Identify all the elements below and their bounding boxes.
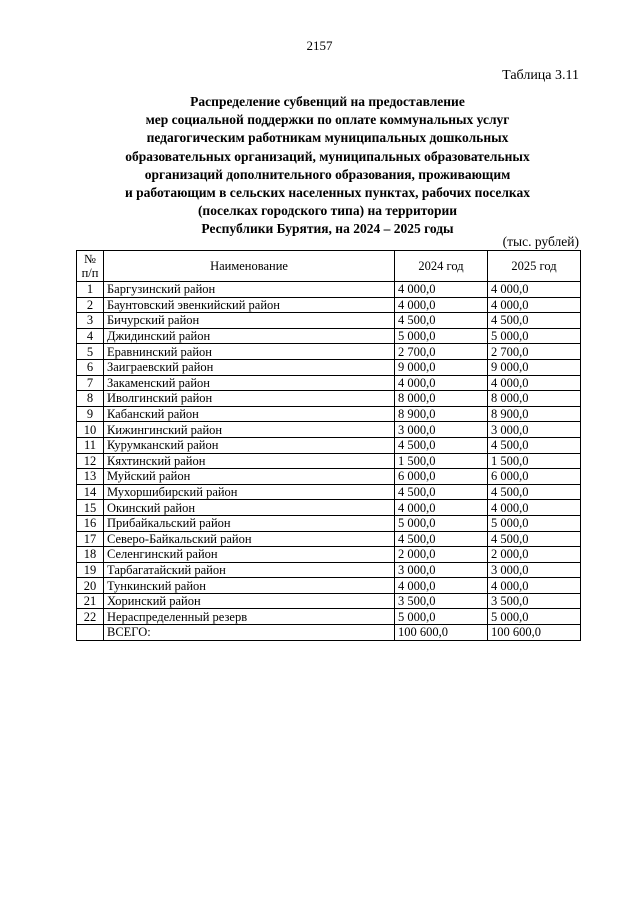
page-number: 2157	[306, 38, 333, 53]
table-label: Таблица 3.11	[502, 68, 579, 83]
title-line: Республики Бурятия, на 2024 – 2025 годы	[201, 221, 454, 237]
row-value-2025: 4 000,0	[488, 500, 581, 516]
row-number: 15	[77, 500, 104, 516]
row-value-2025: 3 000,0	[488, 562, 581, 578]
row-number: 13	[77, 469, 104, 485]
row-value-2024: 5 000,0	[395, 328, 488, 344]
row-number: 8	[77, 391, 104, 407]
document-title	[70, 93, 585, 239]
table-row	[77, 453, 581, 469]
row-value-2025: 2 000,0	[488, 547, 581, 563]
row-value-2025: 3 000,0	[488, 422, 581, 438]
row-value-2025: 4 500,0	[488, 313, 581, 329]
row-value-2025: 5 000,0	[488, 609, 581, 625]
row-name: Закаменский район	[104, 375, 395, 391]
row-value-2024: 5 000,0	[395, 515, 488, 531]
row-value-2024: 5 000,0	[395, 609, 488, 625]
row-value-2024: 9 000,0	[395, 359, 488, 375]
row-value-2024: 100 600,0	[395, 625, 488, 641]
table-row	[77, 437, 581, 453]
row-value-2024: 4 000,0	[395, 297, 488, 313]
row-value-2024: 3 500,0	[395, 593, 488, 609]
row-number: 4	[77, 328, 104, 344]
title-line: (поселках городского типа) на территории	[197, 203, 458, 219]
table-row	[77, 593, 581, 609]
row-number: 21	[77, 593, 104, 609]
table-row	[77, 375, 581, 391]
row-name: ВСЕГО:	[104, 625, 395, 641]
table-row	[77, 578, 581, 594]
table-row	[77, 515, 581, 531]
table-row	[77, 500, 581, 516]
row-name: Кижингинский район	[104, 422, 395, 438]
table-body	[77, 282, 581, 641]
row-value-2025: 5 000,0	[488, 515, 581, 531]
table-row	[77, 359, 581, 375]
row-name: Курумканский район	[104, 437, 395, 453]
row-number: 12	[77, 453, 104, 469]
table-row	[77, 484, 581, 500]
subsidy-table	[76, 250, 581, 641]
table-row	[77, 282, 581, 298]
row-value-2024: 2 700,0	[395, 344, 488, 360]
row-value-2025: 8 900,0	[488, 406, 581, 422]
table-row	[77, 531, 581, 547]
row-number: 7	[77, 375, 104, 391]
title-line: педагогическим работникам муниципальных дошкольных	[146, 130, 509, 146]
units-label: (тыс. рублей)	[502, 234, 579, 249]
row-value-2024: 4 500,0	[395, 313, 488, 329]
row-value-2024: 6 000,0	[395, 469, 488, 485]
row-name: Тункинский район	[104, 578, 395, 594]
row-number: 9	[77, 406, 104, 422]
table-row	[77, 406, 581, 422]
table-row	[77, 562, 581, 578]
row-name: Кяхтинский район	[104, 453, 395, 469]
row-value-2025: 5 000,0	[488, 328, 581, 344]
row-number: 5	[77, 344, 104, 360]
title-line: мер социальной поддержки по оплате коммунальных услуг	[145, 112, 510, 128]
row-number: 18	[77, 547, 104, 563]
row-name: Северо-Байкальский район	[104, 531, 395, 547]
row-name: Джидинский район	[104, 328, 395, 344]
row-name: Бичурский район	[104, 313, 395, 329]
row-value-2024: 4 000,0	[395, 282, 488, 298]
row-value-2025: 6 000,0	[488, 469, 581, 485]
row-value-2025: 4 500,0	[488, 484, 581, 500]
row-value-2024: 8 000,0	[395, 391, 488, 407]
table-row	[77, 297, 581, 313]
row-name: Кабанский район	[104, 406, 395, 422]
row-name: Окинский район	[104, 500, 395, 516]
row-value-2024: 4 000,0	[395, 375, 488, 391]
row-name: Тарбагатайский район	[104, 562, 395, 578]
title-line: образовательных организаций, муниципальных образовательных	[125, 148, 530, 164]
row-value-2025: 4 000,0	[488, 297, 581, 313]
table-row	[77, 469, 581, 485]
row-value-2024: 2 000,0	[395, 547, 488, 563]
row-name: Заиграевский район	[104, 359, 395, 375]
row-value-2024: 4 500,0	[395, 484, 488, 500]
row-number: 10	[77, 422, 104, 438]
table-header-row	[77, 251, 581, 282]
table-row	[77, 391, 581, 407]
row-value-2024: 1 500,0	[395, 453, 488, 469]
table-row	[77, 609, 581, 625]
column-header-2024: 2024 год	[395, 251, 488, 282]
row-name: Прибайкальский район	[104, 515, 395, 531]
row-value-2025: 4 500,0	[488, 437, 581, 453]
row-value-2024: 4 000,0	[395, 500, 488, 516]
row-name: Баргузинский район	[104, 282, 395, 298]
row-name: Мухоршибирский район	[104, 484, 395, 500]
row-value-2025: 9 000,0	[488, 359, 581, 375]
column-header-number: № п/п	[77, 251, 104, 282]
total-row	[77, 625, 581, 641]
title-line: Распределение субвенций на предоставление	[190, 94, 465, 109]
row-name: Нераспределенный резерв	[104, 609, 395, 625]
row-value-2025: 3 500,0	[488, 593, 581, 609]
table-row	[77, 313, 581, 329]
table-row	[77, 328, 581, 344]
column-header-name: Наименование	[104, 251, 395, 282]
row-number: 20	[77, 578, 104, 594]
table-row	[77, 547, 581, 563]
row-value-2024: 8 900,0	[395, 406, 488, 422]
title-line: и работающим в сельских населенных пунктах, рабочих поселках	[124, 185, 531, 201]
title-line: организаций дополнительного образования, проживающим	[144, 166, 511, 182]
row-value-2024: 3 000,0	[395, 422, 488, 438]
row-number: 17	[77, 531, 104, 547]
row-value-2025: 100 600,0	[488, 625, 581, 641]
row-value-2024: 4 500,0	[395, 531, 488, 547]
row-value-2025: 4 500,0	[488, 531, 581, 547]
row-number: 19	[77, 562, 104, 578]
row-name: Баунтовский эвенкийский район	[104, 297, 395, 313]
row-name: Иволгинский район	[104, 391, 395, 407]
row-name: Селенгинский район	[104, 547, 395, 563]
row-value-2024: 4 500,0	[395, 437, 488, 453]
row-number: 1	[77, 282, 104, 298]
table-row	[77, 422, 581, 438]
row-number: 11	[77, 437, 104, 453]
row-value-2025: 4 000,0	[488, 578, 581, 594]
row-number: 3	[77, 313, 104, 329]
row-value-2024: 4 000,0	[395, 578, 488, 594]
row-value-2024: 3 000,0	[395, 562, 488, 578]
row-name: Еравнинский район	[104, 344, 395, 360]
row-number: 6	[77, 359, 104, 375]
row-number: 16	[77, 515, 104, 531]
column-header-2025: 2025 год	[488, 251, 581, 282]
row-number: 2	[77, 297, 104, 313]
row-number: 22	[77, 609, 104, 625]
row-name: Муйский район	[104, 469, 395, 485]
row-value-2025: 8 000,0	[488, 391, 581, 407]
row-value-2025: 4 000,0	[488, 375, 581, 391]
row-value-2025: 4 000,0	[488, 282, 581, 298]
row-value-2025: 1 500,0	[488, 453, 581, 469]
row-number	[77, 625, 104, 641]
row-name: Хоринский район	[104, 593, 395, 609]
row-value-2025: 2 700,0	[488, 344, 581, 360]
table-row	[77, 344, 581, 360]
row-number: 14	[77, 484, 104, 500]
